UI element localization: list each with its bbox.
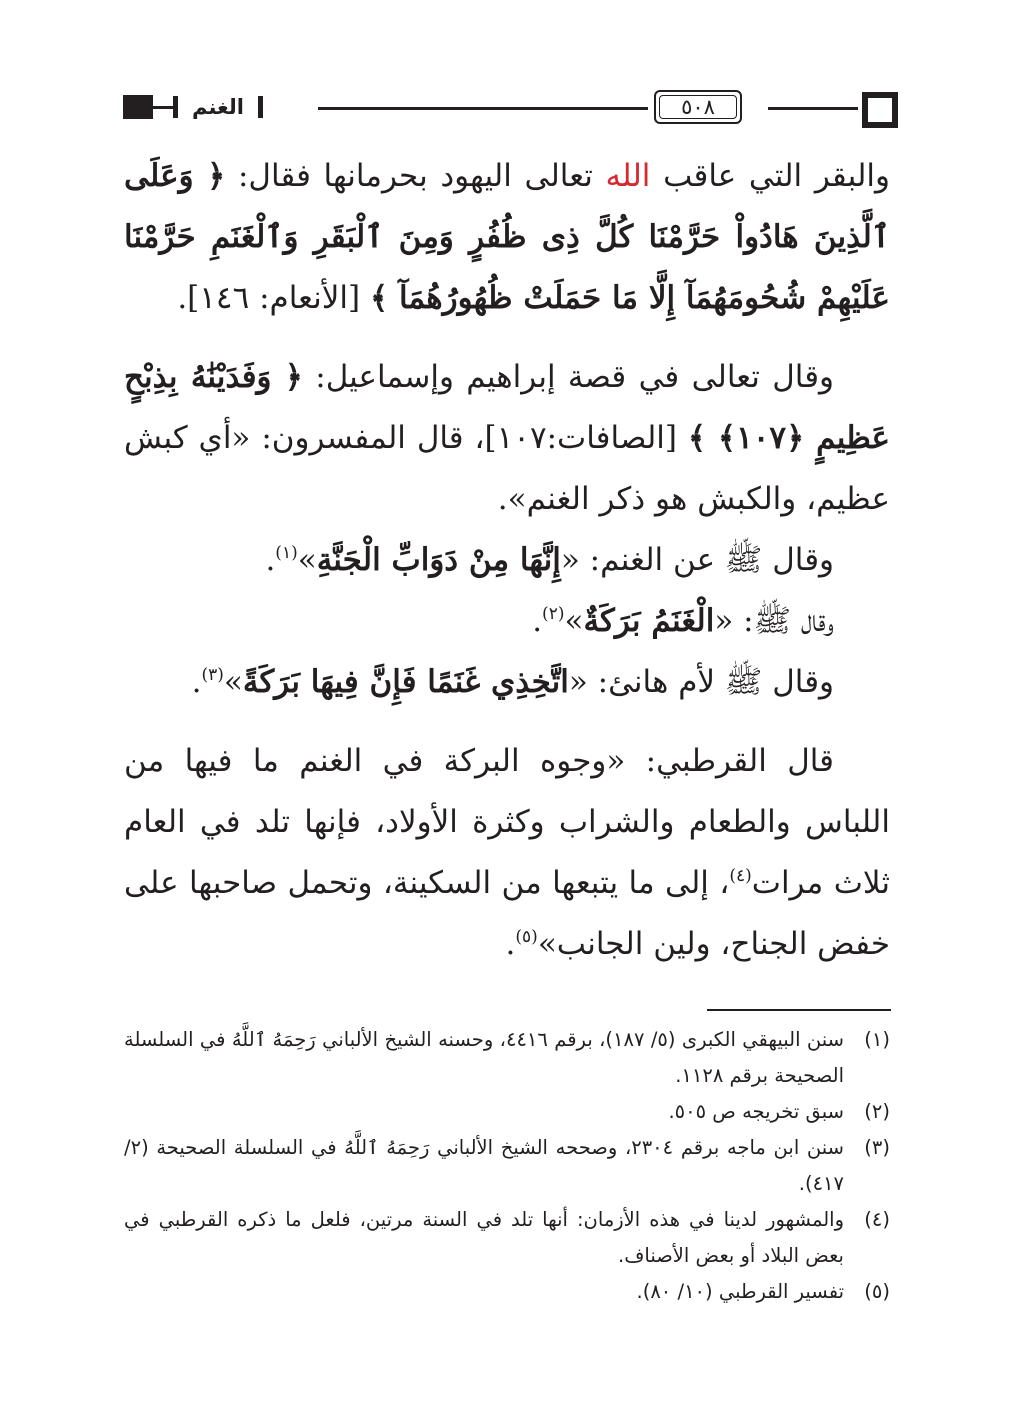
footnote-number: (١)	[864, 1028, 890, 1051]
footnote-ref-2[interactable]: (٢)	[542, 604, 565, 624]
footnote-ref-3[interactable]: (٣)	[201, 665, 224, 685]
p6-text-c: .	[505, 926, 516, 962]
paragraph-6	[124, 731, 890, 975]
paragraph-2	[124, 347, 890, 530]
footnote-ref-5[interactable]: (٥)	[515, 927, 538, 947]
header-title-bar-right	[258, 96, 263, 118]
page-number: ٥٠٨	[681, 95, 715, 119]
hadith-1: إِنَّهَا مِنْ دَوَابِّ الْجَنَّةِ	[316, 542, 561, 578]
header-ornament-square	[862, 92, 898, 128]
p5-text-b: »	[223, 664, 243, 700]
p4-text-b: »	[564, 603, 584, 639]
footnote-text: سبق تخريجه ص ٥٠٥.	[668, 1100, 844, 1123]
footnote-text: سنن ابن ماجه برقم ٢٣٠٤، وصححه الشيخ الألباني رَحِمَهُ ٱللَّهُ في السلسلة الصحيحة (٢/ ٤١٧).	[124, 1136, 844, 1195]
p2-text-a: وقال تعالى في قصة إبراهيم وإسماعيل:	[302, 359, 834, 395]
paragraph-5	[124, 652, 890, 713]
quran-verse-anam: ﴿ وَعَلَى ٱلَّذِينَ هَادُواْ حَرَّمْنَا كُلَّ ذِى ظُفُرٍ وَمِنَ ٱلْبَقَرِ وَٱلْغَنَمِ حَرَّمْنَا عَلَيْهِمْ شُحُومَهُمَآ إِلَّا مَا حَمَلَتْ ظُهُورُهُمَآ ﴾	[124, 158, 890, 316]
header-rule-left	[153, 106, 173, 109]
footnote-number: (٣)	[864, 1136, 890, 1159]
p1-reference: [الأنعام: ١٤٦].	[177, 280, 370, 316]
p5-text-a: وقال ﷺ لأم هانئ: «	[568, 664, 834, 700]
main-text	[124, 146, 890, 975]
footnote-text: والمشهور لدينا في هذه الأزمان: أنها تلد في السنة مرتين، فلعل ما ذكره القرطبي في بعض البلاد أو بعض الأصناف.	[124, 1208, 844, 1267]
p1-text-a: والبقر التي عاقب	[650, 158, 890, 194]
p5-text-c: .	[191, 664, 202, 700]
footnote-5	[124, 1274, 890, 1310]
page-header	[118, 86, 898, 130]
footnote-text: تفسير القرطبي (١٠/ ٨٠).	[636, 1280, 844, 1303]
p2-reference: [الصافات:١٠٧]، قال المفسرون: «أي كبش عظيم، والكبش هو ذكر الغنم».	[124, 420, 890, 517]
p3-text-c: .	[265, 542, 276, 578]
footnote-2	[124, 1094, 890, 1130]
footnotes	[124, 1022, 890, 1310]
p6-text-b: ، إلى ما يتبعها من السكينة، وتحمل صاحبها على خفض الجناح، ولين الجانب»	[124, 865, 890, 962]
chapter-title: الغنم	[192, 95, 244, 119]
page-number-frame	[648, 90, 748, 124]
paragraph-3	[124, 530, 890, 591]
hadith-3: اتَّخِذِي غَنَمًا فَإِنَّ فِيهَا بَرَكَةً	[242, 664, 569, 700]
p6-text-a: قال القرطبي: «وجوه البركة في الغنم ما فيها من اللباس والطعام والشراب وكثرة الأولاد، فإنها تلد في العام ثلاث مرات	[124, 743, 891, 901]
footnote-number: (٤)	[864, 1208, 890, 1231]
footnote-text: سنن البيهقي الكبرى (٥/ ١٨٧)، برقم ٤٤١٦، وحسنه الشيخ الألباني رَحِمَهُ ٱللَّهُ في السلسلة الصحيحة برقم ١١٢٨.	[124, 1028, 844, 1087]
hadith-2: الْغَنَمُ بَرَكَةٌ	[583, 603, 715, 639]
footnote-ref-1[interactable]: (١)	[275, 543, 298, 563]
allah-word: الله	[605, 158, 651, 194]
footnote-number: (٢)	[864, 1100, 890, 1123]
header-rule-middle	[318, 107, 648, 110]
footnote-separator	[707, 1009, 891, 1011]
p4-text-a: وقال ﷺ: «	[714, 603, 834, 639]
footnote-4	[124, 1202, 890, 1274]
p1-text-b: تعالى اليهود بحرمانها فقال:	[225, 158, 606, 194]
footnote-1	[124, 1022, 890, 1094]
p3-text-a: وقال ﷺ عن الغنم: «	[560, 542, 834, 578]
header-rule-right	[768, 107, 858, 110]
p4-text-c: .	[532, 603, 543, 639]
paragraph-4	[124, 591, 890, 652]
footnote-3	[124, 1130, 890, 1202]
header-ornament-block	[123, 95, 153, 119]
footnote-number: (٥)	[864, 1280, 890, 1303]
paragraph-1	[124, 146, 890, 329]
footnote-ref-4[interactable]: (٤)	[729, 866, 752, 886]
p3-text-b: »	[297, 542, 317, 578]
quran-verse-saffat: ﴿ وَفَدَيْنَٰهُ بِذِبْحٍ عَظِيمٍ ﴿١٠٧﴾ ﴾	[124, 359, 890, 456]
